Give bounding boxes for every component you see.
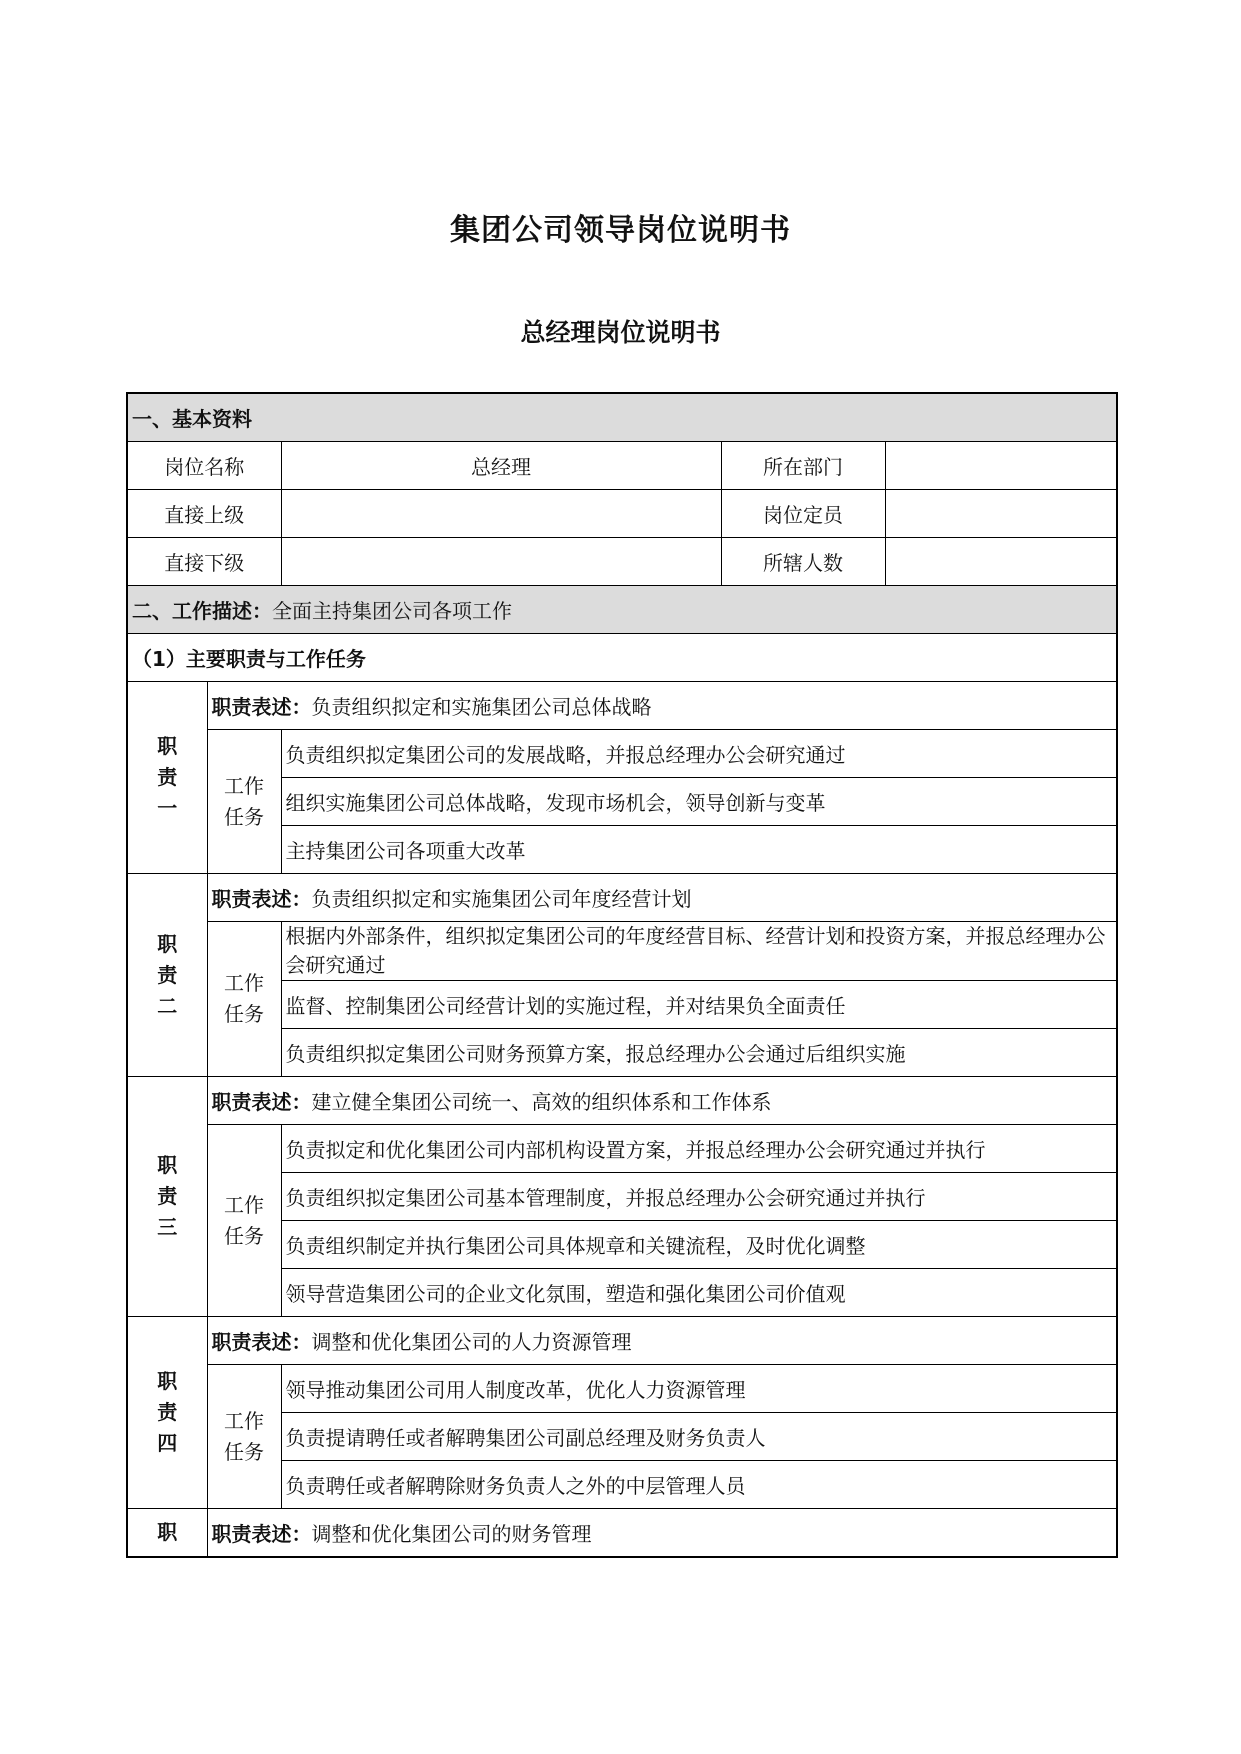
task-text: 组织实施集团公司总体战略，发现市场机会，领导创新与变革	[281, 778, 1117, 826]
duty-name-char: 四	[157, 1431, 178, 1455]
task-text: 领导营造集团公司的企业文化氛围，塑造和强化集团公司价值观	[281, 1269, 1117, 1317]
document-title: 集团公司领导岗位说明书	[450, 213, 791, 248]
task-label-line: 任务	[224, 1223, 264, 1248]
duty-statement	[207, 1077, 1117, 1125]
task-text: 领导推动集团公司用人制度改革，优化人力资源管理	[281, 1365, 1117, 1413]
task-text: 根据内外部条件，组织拟定集团公司的年度经营目标、经营计划和投资方案，并报总经理办公会研究通过	[281, 922, 1117, 981]
duty-statement-row	[127, 1509, 1117, 1558]
task-text: 负责组织拟定集团公司基本管理制度，并报总经理办公会研究通过并执行	[281, 1173, 1117, 1221]
task-text: 主持集团公司各项重大改革	[281, 826, 1117, 874]
section-basic-info-heading: 一、基本资料	[127, 393, 1117, 442]
task-label-line: 工作	[224, 1408, 264, 1433]
task-row	[127, 730, 1117, 778]
value-direct-subordinate	[281, 538, 721, 586]
duties-subheading: （1）主要职责与工作任务	[127, 634, 1117, 682]
task-label-line: 任务	[224, 1439, 264, 1464]
job-description-table	[126, 392, 1118, 1558]
label-department: 所在部门	[721, 442, 885, 490]
duty-name-char: 三	[157, 1215, 178, 1239]
task-text: 监督、控制集团公司经营计划的实施过程，并对结果负全面责任	[281, 981, 1117, 1029]
duty-name-char: 职	[157, 734, 178, 758]
duty-statement	[207, 682, 1117, 730]
duty-name	[127, 874, 207, 1077]
duty-name	[127, 1509, 207, 1558]
task-label	[207, 922, 281, 1077]
duty-statement	[207, 874, 1117, 922]
task-text: 负责组织拟定集团公司财务预算方案，报总经理办公会通过后组织实施	[281, 1029, 1117, 1077]
label-direct-subordinate: 直接下级	[127, 538, 281, 586]
task-row	[127, 922, 1117, 981]
duty-name-char: 职	[157, 931, 178, 956]
task-text: 负责组织拟定集团公司的发展战略，并报总经理办公会研究通过	[281, 730, 1117, 778]
duty-statement-text: 负责组织拟定和实施集团公司总体战略	[311, 695, 652, 719]
basic-info-row	[127, 538, 1117, 586]
value-position-name: 总经理	[281, 442, 721, 490]
duty-name	[127, 1317, 207, 1509]
duty-name-char: 职	[157, 1520, 178, 1544]
value-staff-count	[885, 538, 1117, 586]
value-direct-superior	[281, 490, 721, 538]
duty-statement-text: 调整和优化集团公司的人力资源管理	[311, 1330, 632, 1354]
duty-name	[127, 682, 207, 874]
duty-name-char: 责	[157, 765, 178, 789]
duty-statement-label: 职责表述：	[211, 1522, 312, 1546]
duty-name-char: 一	[157, 796, 178, 820]
label-direct-superior: 直接上级	[127, 490, 281, 538]
task-label-line: 任务	[224, 1002, 264, 1026]
value-headcount	[885, 490, 1117, 538]
label-headcount: 岗位定员	[721, 490, 885, 538]
duty-name-char: 责	[157, 962, 178, 987]
section-work-desc-text: 全面主持集团公司各项工作	[272, 599, 512, 623]
duty-statement-label: 职责表述：	[211, 887, 312, 911]
duty-statement-label: 职责表述：	[211, 1330, 312, 1354]
task-text: 负责聘任或者解聘除财务负责人之外的中层管理人员	[281, 1461, 1117, 1509]
task-label-line: 工作	[224, 1192, 264, 1217]
duty-name-char: 责	[157, 1400, 178, 1424]
task-label-line: 工作	[224, 773, 264, 798]
position-title: 总经理岗位说明书	[520, 318, 721, 347]
label-position-name: 岗位名称	[127, 442, 281, 490]
duty-statement-row	[127, 682, 1117, 730]
duty-name-char: 职	[157, 1153, 178, 1177]
task-row	[127, 1365, 1117, 1413]
section-work-desc-row	[127, 586, 1117, 634]
duty-name-char: 二	[157, 993, 178, 1018]
value-department	[885, 442, 1117, 490]
duty-name	[127, 1077, 207, 1317]
task-text: 负责提请聘任或者解聘集团公司副总经理及财务负责人	[281, 1413, 1117, 1461]
task-text: 负责组织制定并执行集团公司具体规章和关键流程，及时优化调整	[281, 1221, 1117, 1269]
task-row	[127, 1125, 1117, 1173]
task-label	[207, 1365, 281, 1509]
duty-statement-text: 建立健全集团公司统一、高效的组织体系和工作体系	[311, 1090, 772, 1114]
duty-name-char: 职	[157, 1369, 178, 1393]
section-work-desc	[127, 586, 1117, 634]
duty-statement-row	[127, 1317, 1117, 1365]
task-label	[207, 730, 281, 874]
task-text: 负责拟定和优化集团公司内部机构设置方案，并报总经理办公会研究通过并执行	[281, 1125, 1117, 1173]
task-label-line: 工作	[224, 971, 264, 995]
duty-statement-text: 负责组织拟定和实施集团公司年度经营计划	[311, 887, 692, 911]
task-label	[207, 1125, 281, 1317]
duty-statement-label: 职责表述：	[211, 695, 312, 719]
basic-info-row	[127, 442, 1117, 490]
label-staff-count: 所辖人数	[721, 538, 885, 586]
duty-name-char: 责	[157, 1184, 178, 1208]
section-basic-info-row	[127, 393, 1117, 442]
duties-subheading-row	[127, 634, 1117, 682]
basic-info-row	[127, 490, 1117, 538]
duty-statement-label: 职责表述：	[211, 1090, 312, 1114]
duty-statement	[207, 1509, 1117, 1558]
duty-statement-text: 调整和优化集团公司的财务管理	[311, 1522, 592, 1546]
task-label-line: 任务	[224, 804, 264, 829]
section-work-desc-heading: 二、工作描述：	[132, 599, 272, 623]
duty-statement-row	[127, 874, 1117, 922]
duty-statement-row	[127, 1077, 1117, 1125]
duty-statement	[207, 1317, 1117, 1365]
